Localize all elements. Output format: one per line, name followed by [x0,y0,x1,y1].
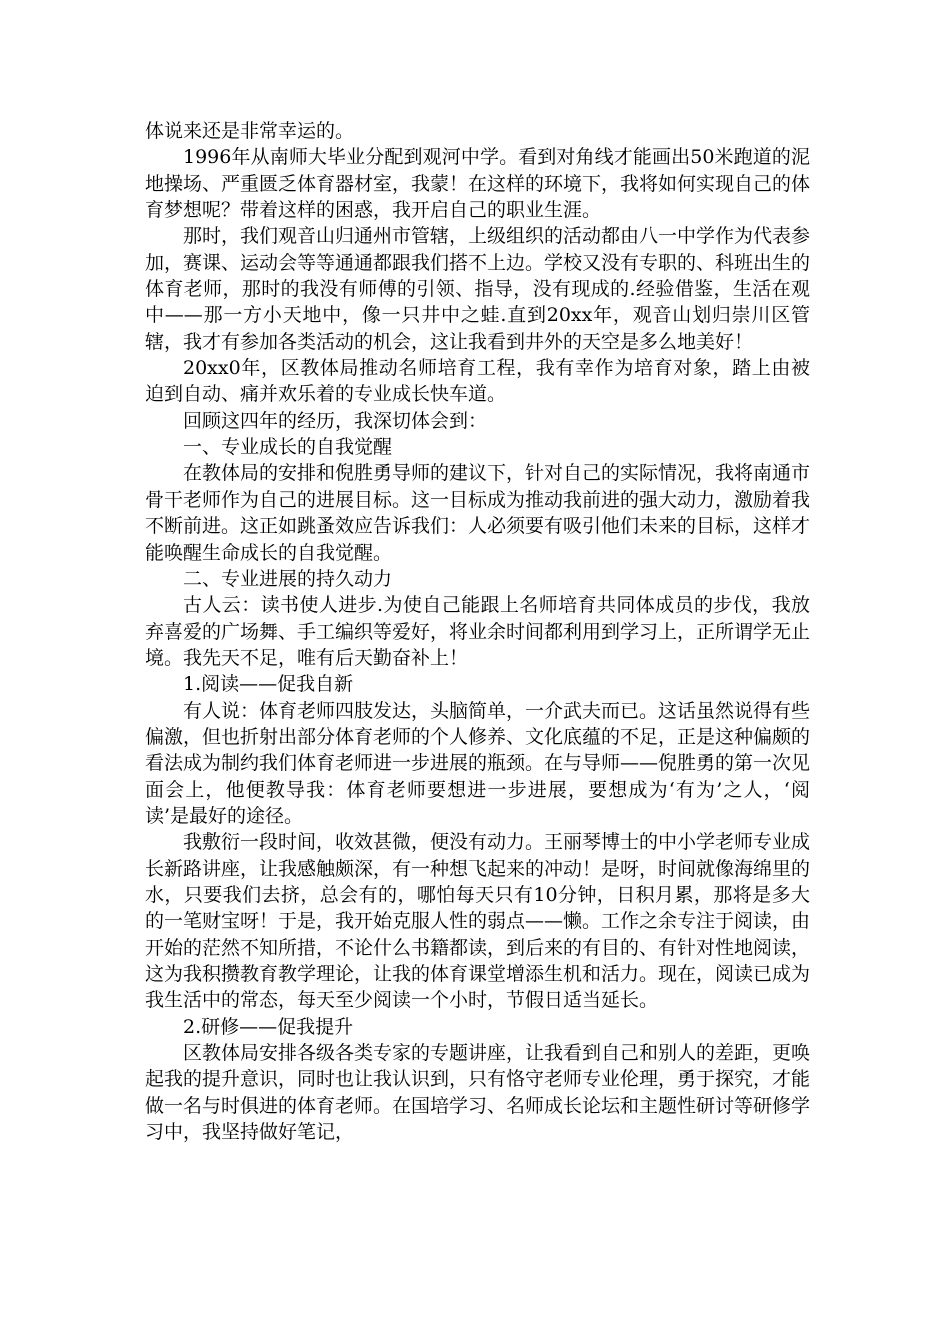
section-heading-2: 二、专业进展的持久动力 [183,567,393,590]
paragraph-9: 古人云：读书使人进步.为使自己能跟上名师培育共同体成员的步伐，我放弃喜爱的广场舞、手工编织等爱好，将业余时间都利用到学习上，正所谓学无止境。我先天不足，唯有后天勤奋补上！ [145,594,811,669]
paragraph-2: 1996年从南师大毕业分配到观河中学。看到对角线才能画出50米跑道的泥地操场、严重匮乏体育器材室，我蒙！在这样的环境下，我将如何实现自己的体育梦想呢？带着这样的困惑，我开启自己的职业生涯。 [145,146,811,222]
subheading-reading: 1.阅读——促我自新 [183,673,354,696]
paragraph-3: 那时，我们观音山归通州市管辖，上级组织的活动都由八一中学作为代表参加，赛课、运动会等等通通都跟我们搭不上边。学校又没有专职的、科班出生的体育老师，那时的我没有师傅的引领、指导，没有现成的.经验借鉴，生活在观中——那一方小天地中，像一只井中之蛙.直到20xx年，观音山划归崇川区管辖，我才有参加各类活动的机会，这让我看到井外的天空是多么地美好！ [145,225,811,353]
document-page [145,118,810,1145]
section-heading-1: 一、专业成长的自我觉醒 [183,436,393,459]
paragraph-7: 在教体局的安排和倪胜勇导师的建议下，针对自己的实际情况，我将南通市骨干老师作为自己的进展目标。这一目标成为推动我前进的强大动力，激励着我不断前进。这正如跳蚤效应告诉我们：人必须要有吸引他们未来的目标，这样才能唤醒生命成长的自我觉醒。 [145,462,811,564]
paragraph-12: 我敷衍一段时间，收效甚微，便没有动力。王丽琴博士的中小学老师专业成长新路讲座，让我感触颇深，有一种想飞起来的冲动！是呀，时间就像海绵里的水，只要我们去挤，总会有的，哪怕每天只有10分钟，日积月累，那将是多大的一笔财宝呀！于是，我开始克服人性的弱点——懒。工作之余专注于阅读，由开始的茫然不知所措，不论什么书籍都读，到后来的有目的、有针对性地阅读，这为我积攒教育教学理论，让我的体育课堂增添生机和活力。现在，阅读已成为我生活中的常态，每天至少阅读一个小时，节假日适当延长。 [145,831,811,1012]
subheading-training: 2.研修——促我提升 [183,1015,354,1038]
paragraph-1: 体说来还是非常幸运的。 [145,120,355,142]
paragraph-14: 区教体局安排各级各类专家的专题讲座，让我看到自己和别人的差距，更唤起我的提升意识，同时也让我认识到，只有恪守老师专业伦理，勇于探究，才能做一名与时俱进的体育老师。在国培学习、名师成长论坛和主题性研讨等研修学习中，我坚持做好笔记， [145,1042,811,1144]
paragraph-11: 有人说：体育老师四肢发达，头脑简单，一介武夫而已。这话虽然说得有些偏激，但也折射出部分体育老师的个人修养、文化底蕴的不足，正是这种偏颇的看法成为制约我们体育老师进一步进展的瓶颈。在与导师——倪胜勇的第一次见面会上，他便教导我：体育老师要想进一步进展，要想成为‘有为’之人，‘阅读’是最好的途径。 [145,699,811,827]
paragraph-4: 20xx0年，区教体局推动名师培育工程，我有幸作为培育对象，踏上由被迫到自动、痛并欢乐着的专业成长快车道。 [145,357,810,406]
paragraph-5: 回顾这四年的经历，我深切体会到： [183,409,488,432]
